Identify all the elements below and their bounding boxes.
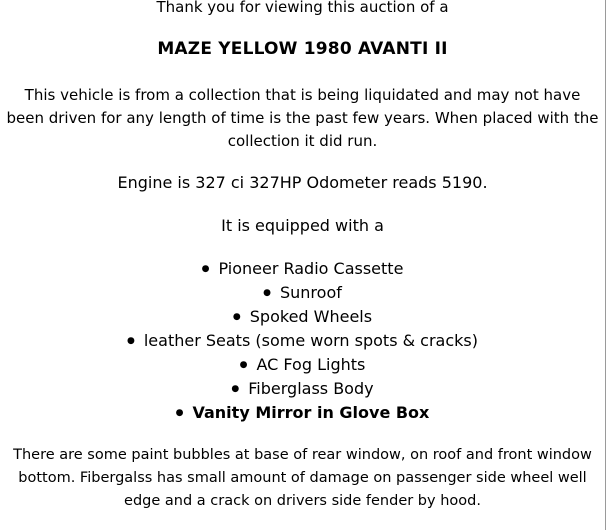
feature-label: AC Fog Lights [256, 355, 366, 374]
feature-label: Sunroof [279, 283, 342, 302]
intro-text: Thank you for viewing this auction of a [156, 0, 449, 16]
feature-list [0, 257, 605, 425]
vehicle-title: MAZE YELLOW 1980 AVANTI II [157, 39, 448, 59]
bullet-icon: ● [232, 311, 241, 322]
feature-item [0, 329, 605, 353]
engine-odometer-line: Engine is 327 ci 327HP Odometer reads 5190. [117, 173, 488, 192]
feature-item [0, 353, 605, 377]
feature-label: Vanity Mirror in Glove Box [192, 403, 430, 422]
equipped-heading: It is equipped with a [221, 216, 384, 235]
feature-label: leather Seats (some worn spots & cracks) [143, 331, 478, 350]
feature-label: Pioneer Radio Cassette [218, 259, 404, 278]
feature-item [0, 401, 605, 425]
condition-note: There are some paint bubbles at base of rear window, on roof and front window bottom. Fibergalss has small amount of damage on passenger side wheel well edge and a crack on drivers side fender by hood. [13, 447, 592, 509]
collection-note: This vehicle is from a collection that is being liquidated and may not have been driven for any length of time is the past few years. When placed with the collection it did run. [6, 86, 599, 150]
bullet-icon: ● [239, 359, 248, 370]
feature-item [0, 257, 605, 281]
feature-label: Fiberglass Body [248, 379, 374, 398]
bullet-icon: ● [263, 287, 271, 298]
scrollbar-edge[interactable] [605, 0, 613, 530]
bullet-icon: ● [175, 407, 184, 418]
feature-item [0, 305, 605, 329]
bullet-icon: ● [201, 263, 210, 274]
feature-item [0, 281, 605, 305]
bullet-icon: ● [231, 383, 240, 394]
feature-label: Spoked Wheels [249, 307, 373, 326]
bullet-icon: ● [126, 335, 135, 346]
feature-item [0, 377, 605, 401]
